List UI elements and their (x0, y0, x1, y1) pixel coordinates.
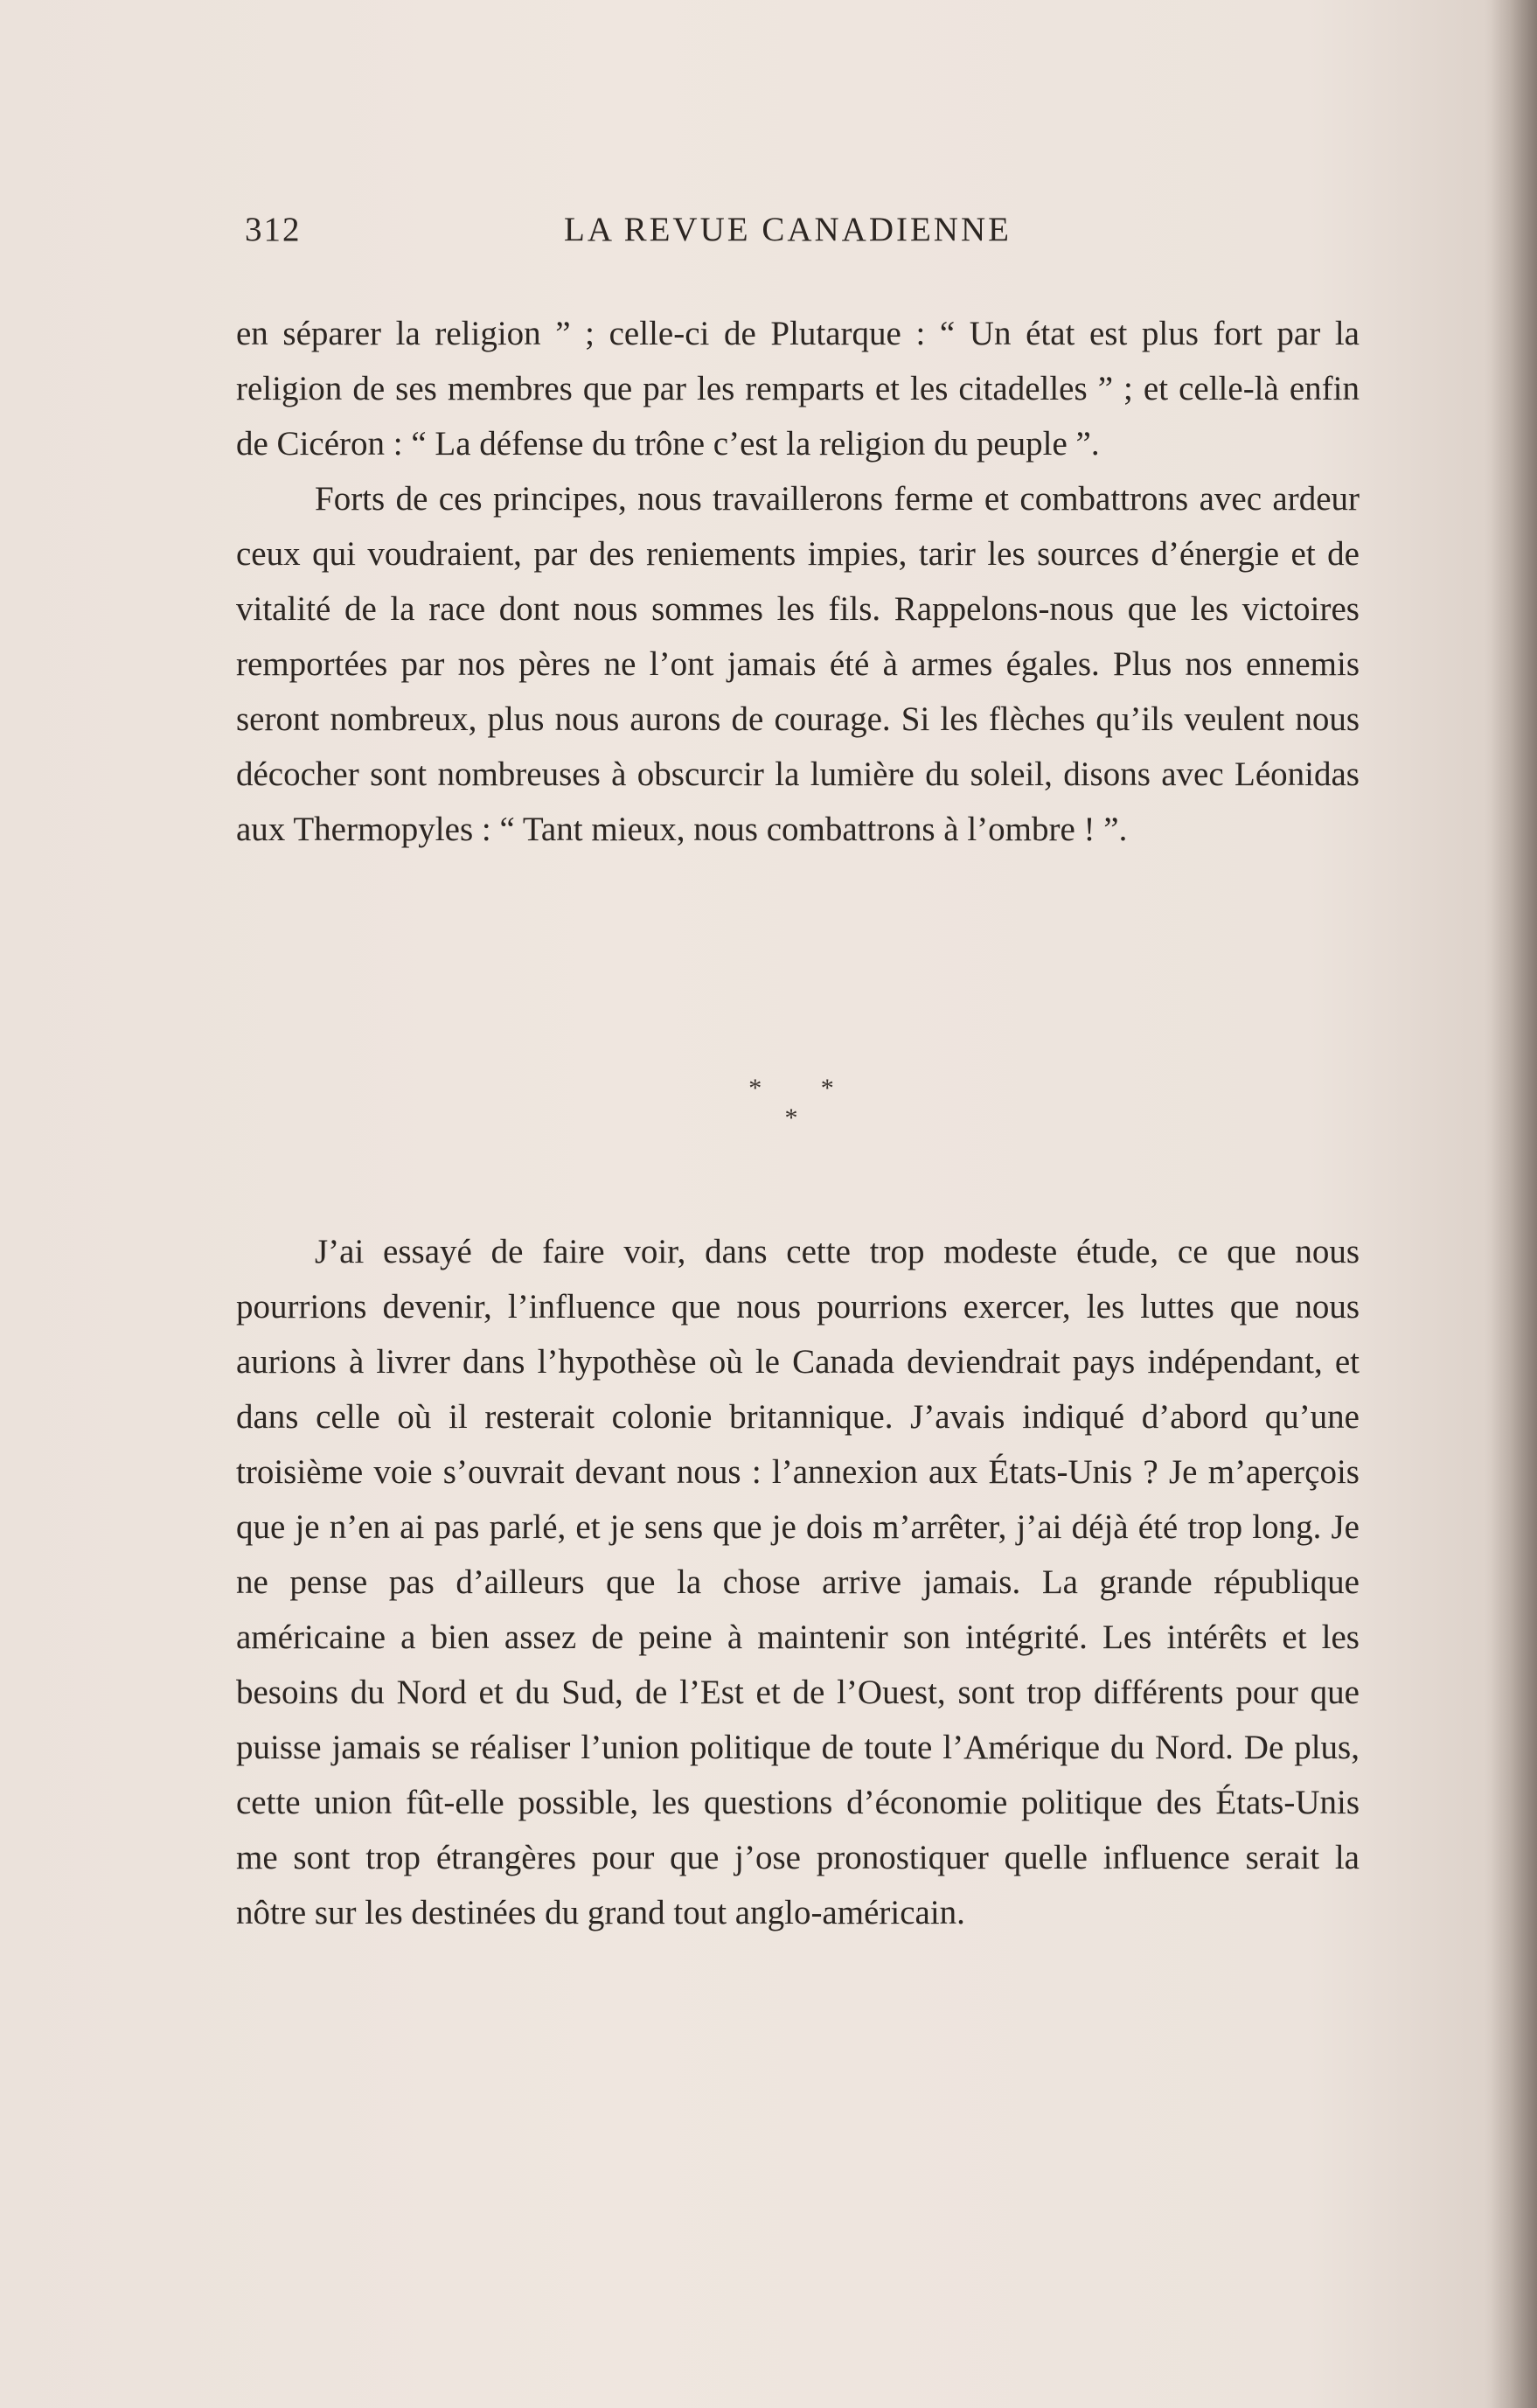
binding-shadow (1485, 0, 1537, 2408)
section-separator: * * * (748, 1074, 860, 1132)
paragraph-forts: Forts de ces principes, nous travaillerons ferme et combattrons avec ardeur ceux qui voudraient, par des reniements impies, tarir les sources d’énergie et de vitalité de la race dont nous sommes les fils. Rappelons-nous que les victoires remportées par nos pères ne l’ont jamais été à armes égales. Plus nos ennemis seront nombreux, plus nous aurons de courage. Si les flèches qu’ils veulent nous décocher sont nombreuses à obscurcir la lumière du soleil, disons avec Léonidas aux Thermopyles : “ Tant mieux, nous combattrons à l’ombre ! ”. (236, 480, 1360, 848)
paragraph-conclusion: J’ai essayé de faire voir, dans cette trop modeste étude, ce que nous pourrions devenir, l’influence que nous pourrions exercer, les luttes que nous aurions à livrer dans l’hypothèse où le Canada deviendrait pays indépendant, et dans celle où il resterait colonie britannique. J’avais indiqué d’abord qu’une troisième voie s’ouvrait devant nous : l’annexion aux États-Unis ? Je m’aperçois que je n’en ai pas parlé, et je sens que je dois m’arrêter, j’ai déjà été trop long. Je ne pense pas d’ailleurs que la chose arrive jamais. La grande république américaine a bien assez de peine à maintenir son intégrité. Les intérêts et les besoins du Nord et du Sud, de l’Est et de l’Ouest, sont trop différents pour que puisse jamais se réaliser l’union politique de toute l’Amérique du Nord. De plus, cette union fût-elle possible, les questions d’économie politique des États-Unis me sont trop étrangères pour que j’ose pronostiquer quelle influence serait la nôtre sur les destinées du grand tout anglo-américain. (236, 1233, 1360, 1931)
text-block-top (236, 306, 1360, 857)
journal-title: LA REVUE CANADIENNE (564, 211, 1012, 248)
paragraph-continuation: en séparer la religion ” ; celle-ci de Plutarque : “ Un état est plus fort par la religion de ses membres que par les remparts et les citadelles ” ; et celle-là enfin de Cicéron : “ La défense du trône c’est la religion du peuple ”. (236, 315, 1360, 463)
running-head (245, 210, 1364, 262)
page-number: 312 (245, 211, 302, 248)
text-block-bottom (236, 1224, 1360, 1940)
